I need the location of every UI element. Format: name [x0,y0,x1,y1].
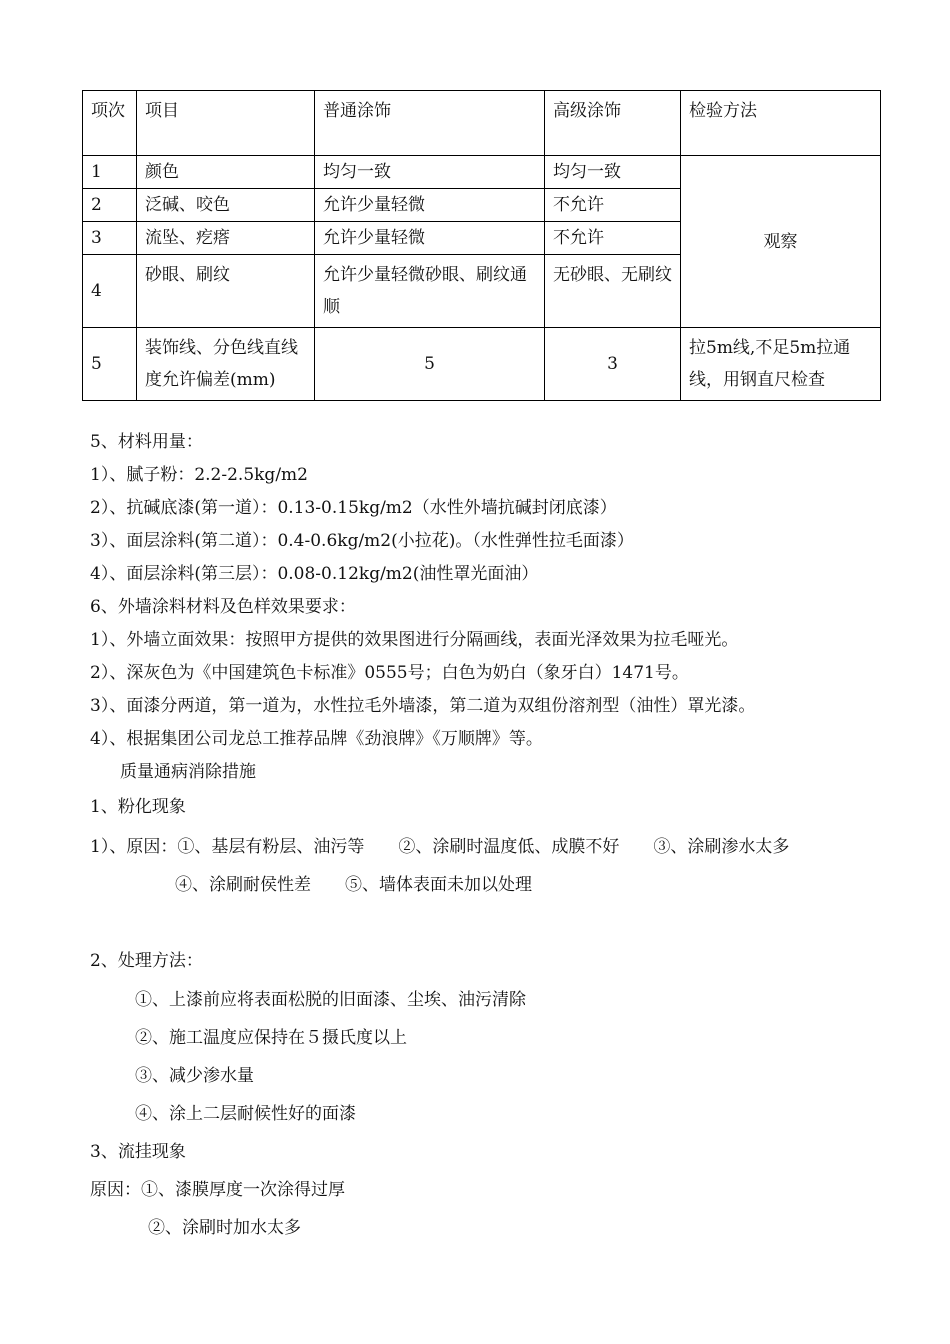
body-line: ①、上漆前应将表面松脱的旧面漆、尘埃、油污清除 [135,990,526,1010]
table-row [83,156,881,189]
header-no: 项次 [83,91,137,156]
header-item: 项目 [137,91,315,156]
body-line: 1）、腻子粉：2.2-2.5kg/m2 [90,465,308,485]
header-normal: 普通涂饰 [315,91,545,156]
cell-normal: 允许少量轻微砂眼、刷纹通顺 [315,255,545,328]
body-line: 1）、原因：①、基层有粉层、油污等 ②、涂刷时温度低、成膜不好 ③、涂刷渗水太多 [90,837,790,857]
section-title: 质量通病消除措施 [120,762,256,782]
body-line: 2）、深灰色为《中国建筑色卡标准》0555号；白色为奶白（象牙白）1471号。 [90,663,689,683]
body-line: 3）、面层涂料(第二道）：0.4-0.6kg/m2(小拉花)。（水性弹性拉毛面漆） [90,531,634,551]
body-line: ③、减少渗水量 [135,1066,254,1086]
body-line: 4）、面层涂料(第三层）：0.08-0.12kg/m2(油性罩光面油） [90,564,539,584]
section-heading: 5、材料用量： [90,432,203,452]
section-heading: 6、外墙涂料材料及色样效果要求： [90,597,356,617]
table-header-row [83,91,881,156]
section-heading: 2、处理方法： [90,951,203,971]
cell-item: 砂眼、刷纹 [137,255,315,328]
cell-method-merged: 观察 [681,156,881,328]
header-method: 检验方法 [681,91,881,156]
cell-advanced: 均匀一致 [545,156,681,189]
cell-no: 1 [83,156,137,189]
body-line: ④、涂上二层耐候性好的面漆 [135,1104,356,1124]
cell-item: 颜色 [137,156,315,189]
cell-advanced: 无砂眼、无刷纹 [545,255,681,328]
cell-item: 流坠、疙瘩 [137,222,315,255]
body-line: ④、涂刷耐侯性差 ⑤、墙体表面未加以处理 [175,875,532,895]
body-line: ②、施工温度应保持在５摄氏度以上 [135,1028,407,1048]
cell-normal: 5 [315,328,545,401]
body-line: ②、涂刷时加水太多 [148,1218,301,1238]
cell-item: 装饰线、分色线直线度允许偏差(mm) [137,328,315,401]
cell-normal: 允许少量轻微 [315,189,545,222]
body-line: 4）、根据集团公司龙总工推荐品牌《劲浪牌》《万顺牌》等。 [90,729,543,749]
body-line: 原因：①、漆膜厚度一次涂得过厚 [90,1180,345,1200]
cell-item: 泛碱、咬色 [137,189,315,222]
cell-no: 5 [83,328,137,401]
cell-advanced: 不允许 [545,222,681,255]
cell-normal: 允许少量轻微 [315,222,545,255]
body-line: 2）、抗碱底漆(第一道）：0.13-0.15kg/m2（水性外墙抗碱封闭底漆） [90,498,617,518]
body-line: 1）、外墙立面效果：按照甲方提供的效果图进行分隔画线，表面光泽效果为拉毛哑光。 [90,630,739,650]
section-heading: 1、粉化现象 [90,797,186,817]
cell-no: 2 [83,189,137,222]
cell-no: 4 [83,255,137,328]
cell-normal: 均匀一致 [315,156,545,189]
quality-table [82,90,881,401]
header-advanced: 高级涂饰 [545,91,681,156]
cell-advanced: 不允许 [545,189,681,222]
cell-no: 3 [83,222,137,255]
cell-advanced: 3 [545,328,681,401]
body-line: 3）、面漆分两道，第一道为，水性拉毛外墙漆，第二道为双组份溶剂型（油性）罩光漆。 [90,696,756,716]
table-row [83,328,881,401]
section-heading: 3、流挂现象 [90,1142,186,1162]
cell-method: 拉5m线,不足5m拉通线，用钢直尺检查 [681,328,881,401]
